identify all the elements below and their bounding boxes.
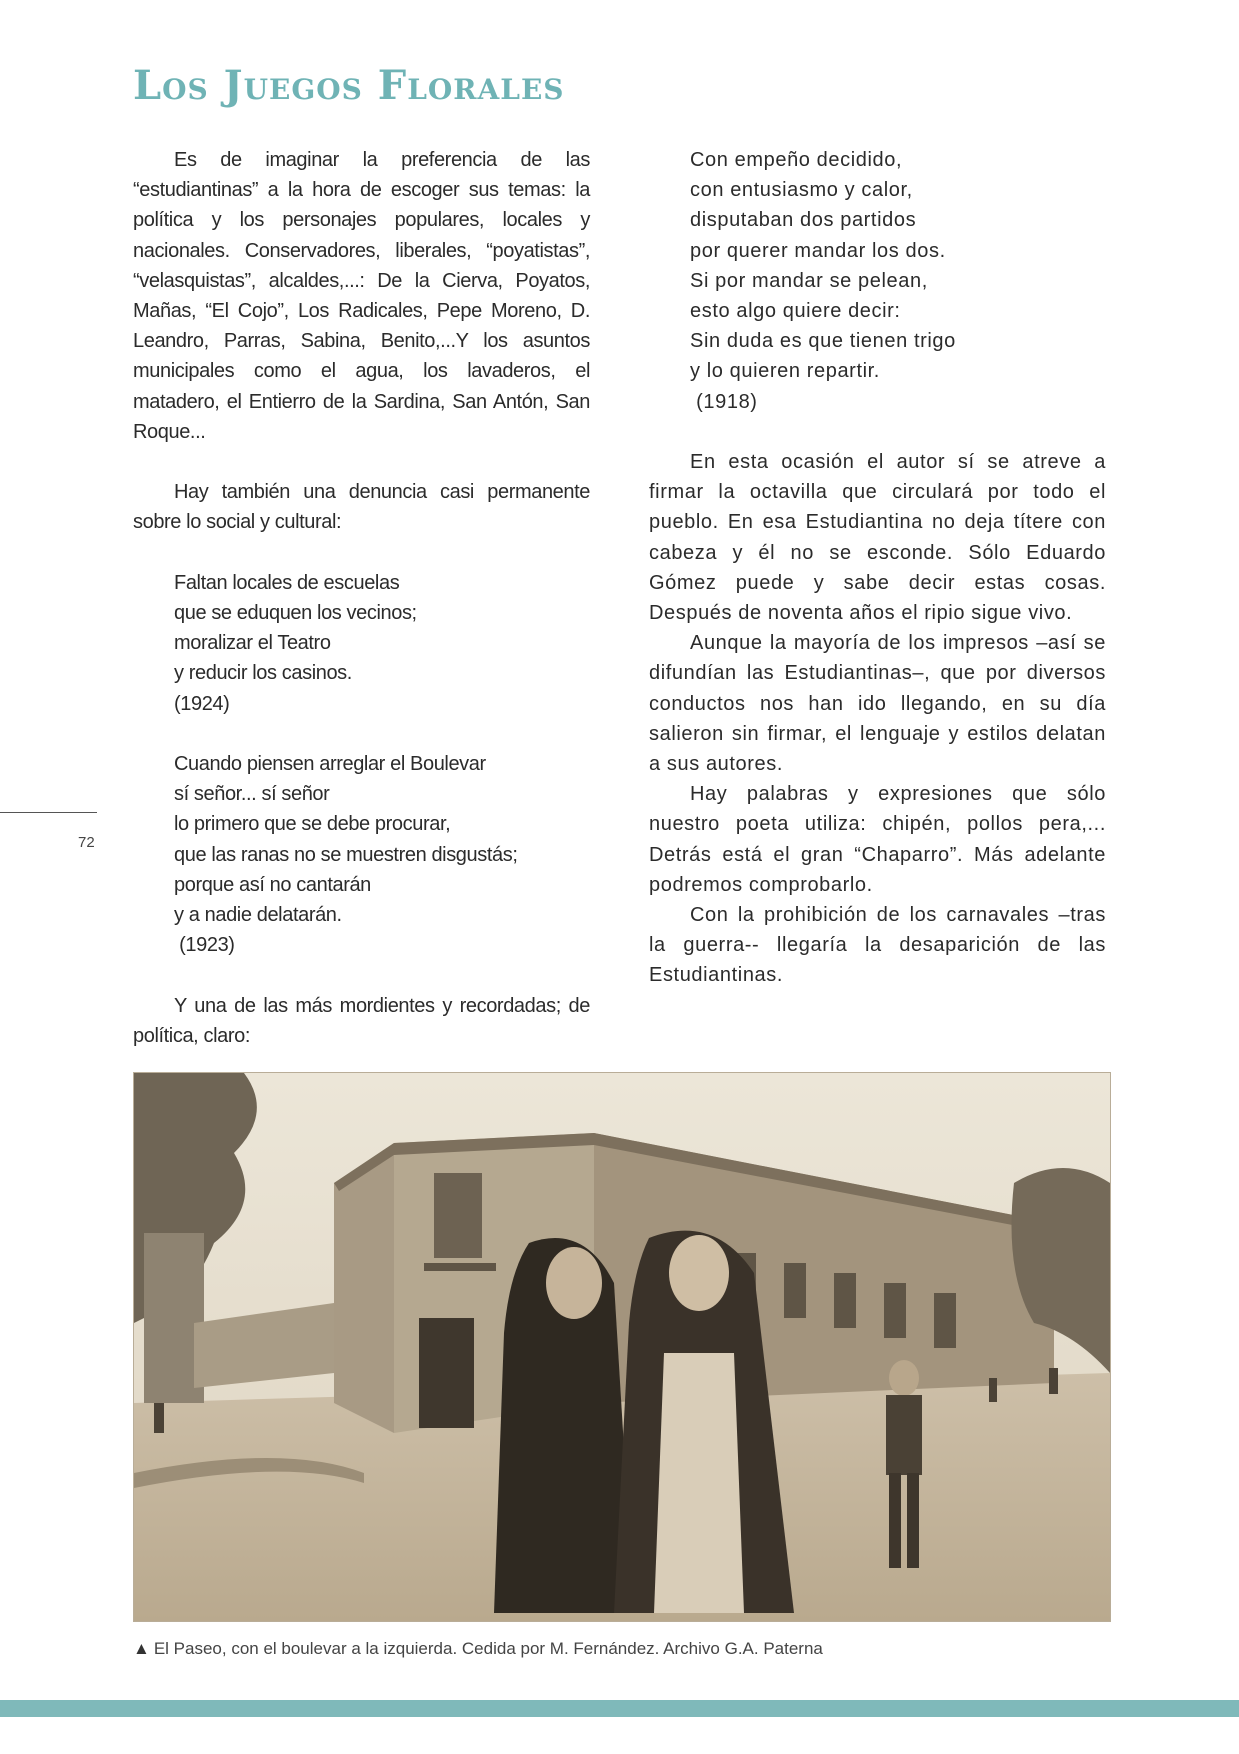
verse-line: por querer mandar los dos.	[690, 239, 946, 262]
footer-band	[0, 1700, 1239, 1717]
left-column	[133, 145, 590, 1051]
margin-rule	[0, 812, 97, 813]
triangle-marker-icon: ▲	[133, 1639, 150, 1658]
verse-line: con entusiasmo y calor,	[690, 179, 913, 202]
paragraph: Aunque la mayoría de los impresos –así se difundían las Estudiantinas–, que por diversos conductos nos han ido llegando, en su día salieron sin firmar, el lenguaje y estilos delatan a sus autores.	[649, 632, 1106, 776]
photo-caption	[133, 1639, 823, 1659]
verse-line: disputaban dos partidos	[690, 209, 917, 232]
paragraph: En esta ocasión el autor sí se atreve a firmar la octavilla que circulará por todo el pueblo. En esa Estudiantina no deja títere con cabeza y él no se esconde. Sólo Eduardo Gómez puede y sabe decir estas cosas. Después de noventa años el ripio sigue vivo.	[649, 451, 1106, 625]
verse-line: esto algo quiere decir:	[690, 300, 901, 323]
verse-date: (1923)	[174, 934, 235, 957]
verse-line: y reducir los casinos.	[174, 662, 352, 685]
poem-1923	[133, 749, 590, 960]
right-column	[649, 145, 1106, 991]
caption-text: El Paseo, con el boulevar a la izquierda. Cedida por M. Fernández. Archivo G.A. Paterna	[153, 1639, 823, 1658]
page-title: Los Juegos Florales	[133, 62, 565, 109]
verse-line: porque así no cantarán	[174, 873, 371, 896]
verse-line: y lo quieren repartir.	[690, 360, 880, 383]
verse-line: que las ranas no se muestren disgustás;	[174, 843, 518, 866]
paragraph: Con la prohibición de los carnavales –tras la guerra-- llegaría la desaparición de las Estudiantinas.	[649, 904, 1106, 987]
verse-date: (1918)	[690, 390, 758, 413]
page-number: 72	[78, 834, 95, 851]
poem-1924	[133, 568, 590, 719]
verse-date: (1924)	[174, 692, 230, 715]
paragraph: Es de imaginar la preferencia de las “estudiantinas” a la hora de escoger sus temas: la política y los personajes populares, locales y nacionales. Conservadores, liberales, “poyatistas”, “velasquistas”, alcaldes,...: De la Cierva, Poyatos, Mañas, “El Cojo”, Los Radicales, Pepe Moreno, D. Leandro, Parras, Sabina, Benito,...Y los asuntos municipales como el agua, los lavaderos, el matadero, el Entierro de la Sardina, San Antón, San Roque...	[133, 149, 590, 443]
paragraph: Hay también una denuncia casi permanente sobre lo social y cultural:	[133, 481, 590, 534]
verse-line: y a nadie delatarán.	[174, 904, 342, 927]
verse-line: Cuando piensen arreglar el Boulevar	[174, 753, 486, 776]
verse-line: moralizar el Teatro	[174, 632, 331, 655]
verse-line: Con empeño decidido,	[690, 149, 903, 171]
archive-photograph	[133, 1072, 1111, 1622]
verse-line: sí señor... sí señor	[174, 783, 330, 806]
paragraph: Y una de las más mordientes y recordadas; de política, claro:	[133, 994, 590, 1047]
verse-line: Si por mandar se pelean,	[690, 269, 928, 292]
paragraph: Hay palabras y expresiones que sólo nuestro poeta utiliza: chipén, pollos pera,... Detrás está el gran “Chaparro”. Más adelante podremos comprobarlo.	[649, 783, 1106, 896]
verse-line: que se eduquen los vecinos;	[174, 602, 417, 625]
verse-line: Sin duda es que tienen trigo	[690, 330, 956, 353]
verse-line: Faltan locales de escuelas	[174, 571, 400, 594]
street-scene-photo	[134, 1073, 1110, 1621]
verse-line: lo primero que se debe procurar,	[174, 813, 451, 836]
poem-1918	[649, 145, 1106, 417]
